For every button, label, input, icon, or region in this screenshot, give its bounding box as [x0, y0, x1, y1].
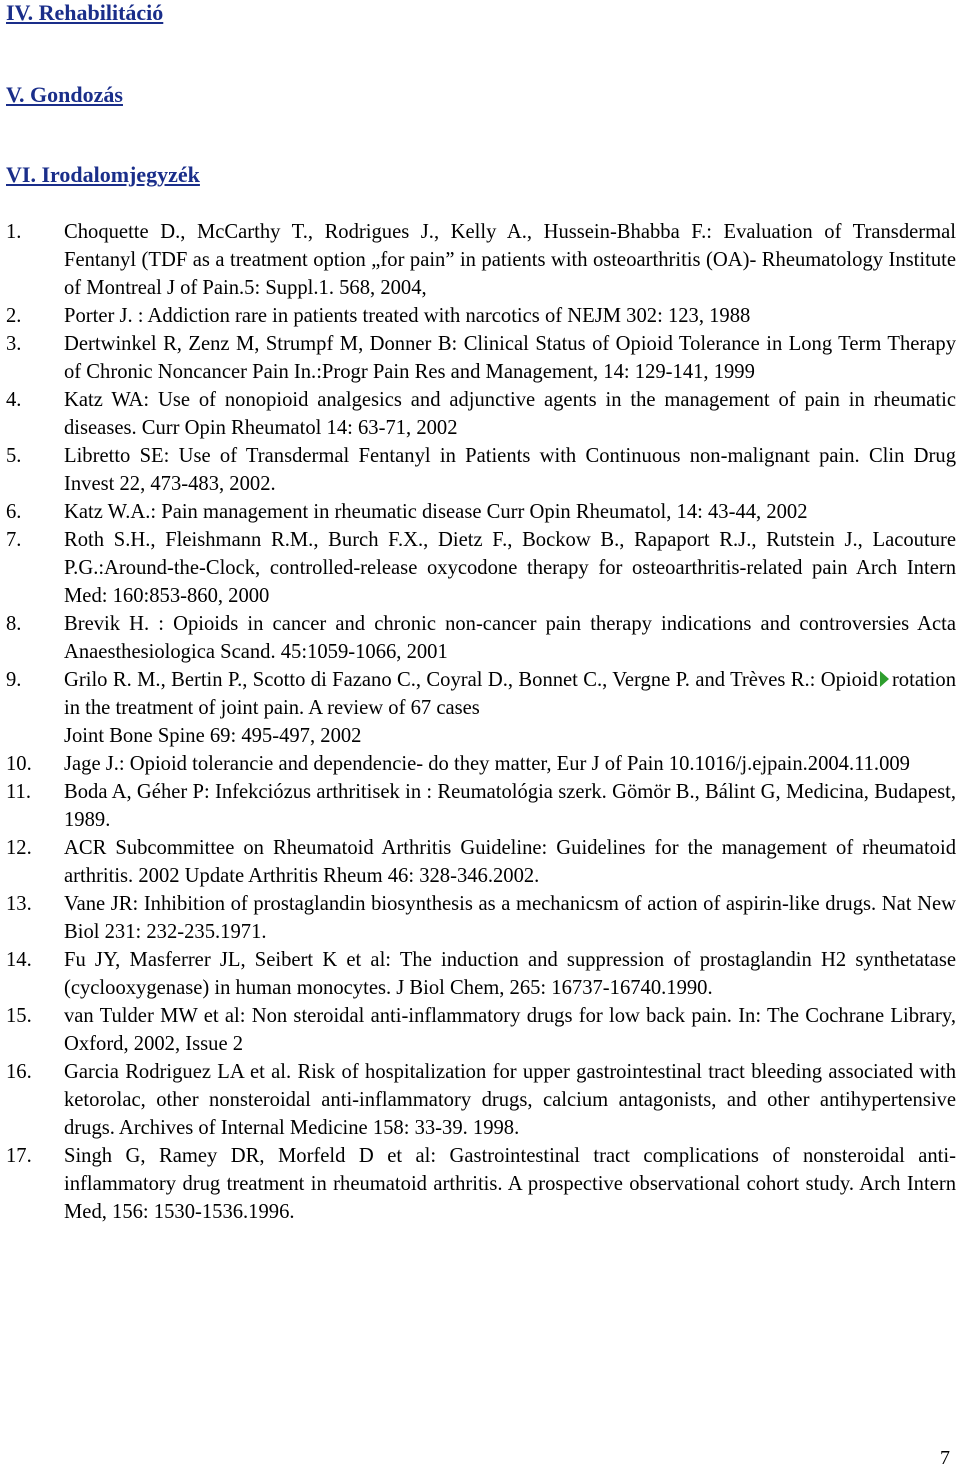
reference-text: Jage J.: Opioid tolerancie and dependencie- do they matter, Eur J of Pain 10.1016/j.ejpain.2004.11.009 — [64, 753, 910, 775]
reference-item-4 — [0, 386, 956, 442]
reference-item-1 — [0, 218, 956, 302]
reference-number: 10. — [6, 753, 32, 775]
reference-text: Roth S.H., Fleishmann R.M., Burch F.X., Dietz F., Bockow B., Rapaport R.J., Rutstein J., Lacouture P.G.:Around-the-Clock, controlled-release oxycodone therapy for osteoarthritis-related pain Arch Intern Med: 160:853-860, 2000 — [64, 529, 956, 607]
reference-number: 13. — [6, 893, 32, 915]
page-number: 7 — [940, 1447, 950, 1469]
reference-text: Porter J. : Addiction rare in patients treated with narcotics of NEJM 302: 123, 1988 — [64, 305, 751, 327]
reference-item-13 — [0, 890, 956, 946]
reference-text: Garcia Rodriguez LA et al. Risk of hospitalization for upper gastrointestinal tract bleeding associated with ketorolac, other nonsteroidal anti-inflammatory drugs, calcium antagonists, and other antihypertensive drugs. Archives of Internal Medicine 158: 33-39. 1998. — [64, 1061, 956, 1139]
reference-text: van Tulder MW et al: Non steroidal anti-inflammatory drugs for low back pain. In: The Cochrane Library, Oxford, 2002, Issue 2 — [64, 1005, 956, 1055]
reference-item-9 — [0, 666, 956, 750]
heading-rehabilitacio: IV. Rehabilitáció — [6, 0, 164, 25]
reference-number: 7. — [6, 529, 22, 551]
reference-text: Boda A, Géher P: Infekciózus arthritisek in : Reumatológia szerk. Gömör B., Bálint G, Medicina, Budapest, 1989. — [64, 781, 956, 831]
reference-item-6 — [0, 498, 956, 526]
reference-text-continued: rotation in the treatment of joint pain. A review of 67 cases — [64, 669, 956, 719]
reference-number: 16. — [6, 1061, 32, 1083]
reference-text: Fu JY, Masferrer JL, Seibert K et al: The induction and suppression of prostaglandin H2 synthetatase (cyclooxygenase) in human monocytes. J Biol Chem, 265: 16737-16740.1990. — [64, 949, 956, 999]
reference-text: Singh G, Ramey DR, Morfeld D et al: Gastrointestinal tract complications of nonsteroidal anti-inflammatory drug treatment in rheumatoid arthritis. A prospective observational cohort study. Arch Intern Med, 156: 1530-1536.1996. — [64, 1145, 956, 1223]
reference-source: Joint Bone Spine 69: 495-497, 2002 — [64, 725, 362, 747]
reference-number: 14. — [6, 949, 32, 971]
reference-number: 1. — [6, 221, 22, 243]
reference-item-8 — [0, 610, 956, 666]
reference-list — [0, 218, 956, 1226]
reference-text: ACR Subcommittee on Rheumatoid Arthritis Guideline: Guidelines for the management of rheumatoid arthritis. 2002 Update Arthritis Rheum 46: 328-346.2002. — [64, 837, 956, 887]
reference-number: 4. — [6, 389, 22, 411]
reference-text: Choquette D., McCarthy T., Rodrigues J., Kelly A., Hussein-Bhabba F.: Evaluation of Transdermal Fentanyl (TDF as a treatment option „for pain” in patients with osteoarthritis (OA)- Rheumatology Institute of Montreal J of Pain.5: Suppl.1. 568, 2004, — [64, 221, 956, 299]
reference-item-15 — [0, 1002, 956, 1058]
reference-item-16 — [0, 1058, 956, 1142]
heading-irodalomjegyzek: VI. Irodalomjegyzék — [6, 162, 200, 187]
reference-item-2 — [0, 302, 956, 330]
reference-number: 9. — [6, 669, 22, 691]
reference-item-5 — [0, 442, 956, 498]
reference-number: 2. — [6, 305, 22, 327]
reference-text: Grilo R. M., Bertin P., Scotto di Fazano C., Coyral D., Bonnet C., Vergne P. and Trèves R.: Opioid — [64, 669, 878, 691]
reference-item-17 — [0, 1142, 956, 1226]
reference-item-11 — [0, 778, 956, 834]
reference-item-7 — [0, 526, 956, 610]
reference-number: 6. — [6, 501, 22, 523]
reference-item-14 — [0, 946, 956, 1002]
reference-number: 11. — [6, 781, 31, 803]
reference-number: 17. — [6, 1145, 32, 1167]
reference-text: Katz WA: Use of nonopioid analgesics and adjunctive agents in the management of pain in rheumatic diseases. Curr Opin Rheumatol 14: 63-71, 2002 — [64, 389, 956, 439]
reference-item-12 — [0, 834, 956, 890]
reference-number: 5. — [6, 445, 22, 467]
reference-item-3 — [0, 330, 956, 386]
reference-number: 3. — [6, 333, 22, 355]
reference-text: Katz W.A.: Pain management in rheumatic disease Curr Opin Rheumatol, 14: 43-44, 2002 — [64, 501, 808, 523]
reference-text: Brevik H. : Opioids in cancer and chronic non-cancer pain therapy indications and controversies Acta Anaesthesiologica Scand. 45:1059-1066, 2001 — [64, 613, 956, 663]
reference-number: 15. — [6, 1005, 32, 1027]
reference-number: 8. — [6, 613, 22, 635]
green-triangle-marker-icon — [880, 671, 889, 687]
reference-text: Libretto SE: Use of Transdermal Fentanyl in Patients with Continuous non-malignant pain. Clin Drug Invest 22, 473-483, 2002. — [64, 445, 956, 495]
heading-gondozas: V. Gondozás — [6, 82, 123, 107]
reference-number: 12. — [6, 837, 32, 859]
reference-item-10 — [0, 750, 956, 778]
reference-text: Dertwinkel R, Zenz M, Strumpf M, Donner B: Clinical Status of Opioid Tolerance in Long Term Therapy of Chronic Noncancer Pain In.:Progr Pain Res and Management, 14: 129-141, 1999 — [64, 333, 956, 383]
reference-text: Vane JR: Inhibition of prostaglandin biosynthesis as a mechanicsm of action of aspirin-like drugs. Nat New Biol 231: 232-235.1971. — [64, 893, 956, 943]
